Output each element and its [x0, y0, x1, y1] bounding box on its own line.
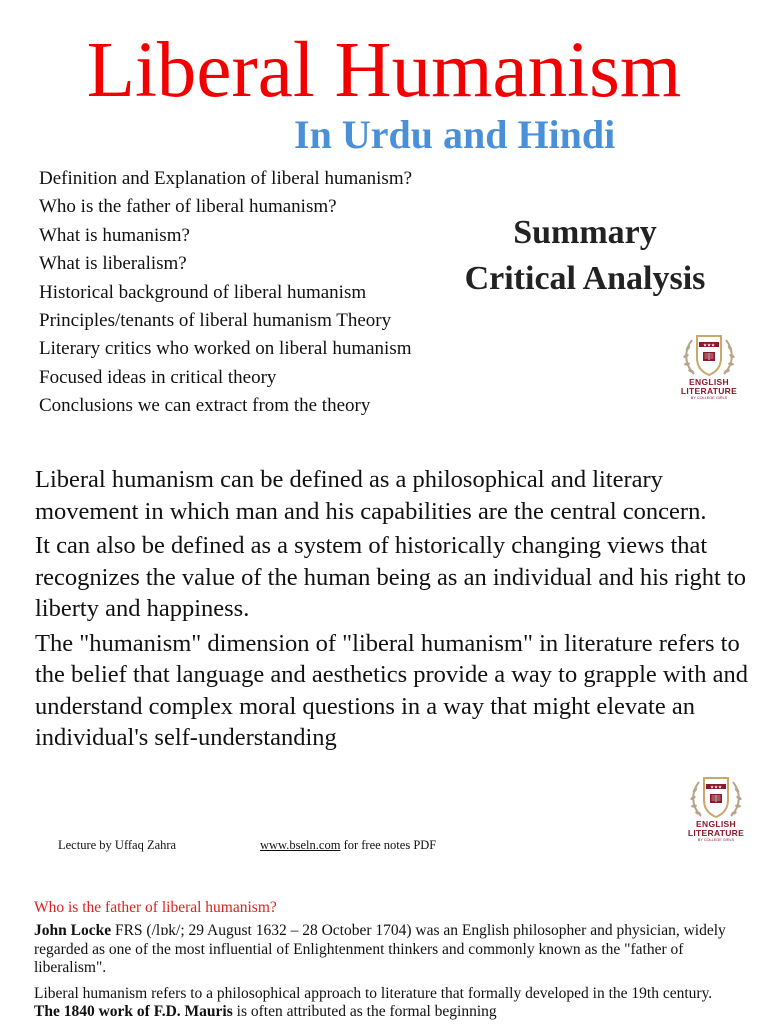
- topics-list: [39, 165, 412, 421]
- svg-text:★★★: ★★★: [702, 343, 716, 349]
- john-locke-text: FRS (/lɒk/; 29 August 1632 – 28 October 1704) was an English philosopher and physician, widely regarded as one of the most influential of Enlightenment thinkers and commonly known as the "father of liberalism".: [34, 922, 726, 976]
- paragraph-humanism-dimension: The "humanism" dimension of "liberal humanism" in literature refers to the belief that language and aesthetics provide a way to grapple with and understand complex moral questions in a way that might elevate an individual's self-understanding: [35, 629, 748, 751]
- mauris-text-end: is often attributed as the formal beginning: [232, 1003, 497, 1020]
- footer-link-line: [260, 838, 436, 853]
- section-question: Who is the father of liberal humanism?: [34, 899, 277, 916]
- english-literature-logo: [673, 330, 745, 401]
- logo-line2: LITERATURE: [687, 828, 745, 838]
- topic-item: What is liberalism?: [39, 253, 187, 275]
- topic-item: Literary critics who worked on liberal humanism: [39, 338, 412, 360]
- logo-line1: ENGLISH: [696, 819, 736, 829]
- mauris-text-start: Liberal humanism refers to a philosophical approach to literature that formally developed in the 19th century.: [34, 984, 713, 1002]
- footer-link-suffix: for free notes PDF: [340, 838, 437, 852]
- website-link[interactable]: www.bseln.com: [260, 838, 341, 852]
- logo-tagline: BY COLLEGE GIRLS: [697, 838, 735, 842]
- svg-text:★★★: ★★★: [709, 785, 723, 791]
- topic-item: Who is the father of liberal humanism?: [39, 196, 337, 218]
- john-locke-paragraph: [34, 922, 734, 978]
- crest-icon: [678, 330, 740, 378]
- document-title: Liberal Humanism: [86, 27, 682, 114]
- logo-line1: ENGLISH: [689, 377, 729, 387]
- lecture-credit: Lecture by Uffaq Zahra: [58, 838, 177, 852]
- english-literature-logo: [680, 772, 752, 843]
- john-locke-name: John Locke: [34, 922, 112, 939]
- critical-analysis-label: Critical Analysis: [464, 260, 706, 297]
- document-subtitle: In Urdu and Hindi: [294, 112, 616, 157]
- summary-heading: [440, 210, 730, 302]
- topic-item: Focused ideas in critical theory: [39, 366, 277, 388]
- paragraph-definition: Liberal humanism can be defined as a philosophical and literary movement in which man and his capabilities are the central concern.: [35, 466, 707, 525]
- logo-line2: LITERATURE: [680, 386, 738, 396]
- summary-label: Summary: [513, 214, 657, 251]
- topic-item: Definition and Explanation of liberal humanism?: [39, 168, 413, 189]
- logo-tagline: BY COLLEGE GIRLS: [690, 396, 728, 400]
- topic-item: Principles/tenants of liberal humanism Theory: [39, 310, 392, 332]
- section-body: [34, 922, 734, 1029]
- topic-item: Historical background of liberal humanism: [39, 281, 367, 303]
- mauris-paragraph: [34, 985, 734, 1022]
- crest-icon: [685, 772, 747, 820]
- topic-item: What is humanism?: [39, 224, 190, 246]
- mauris-work: The 1840 work of F.D. Mauris: [34, 1003, 233, 1020]
- body-text: [35, 464, 755, 757]
- topic-item: Conclusions we can extract from the theory: [39, 395, 371, 417]
- paragraph-system: It can also be defined as a system of historically changing views that recognizes the value of the human being as an individual and his right to liberty and happiness.: [35, 532, 746, 622]
